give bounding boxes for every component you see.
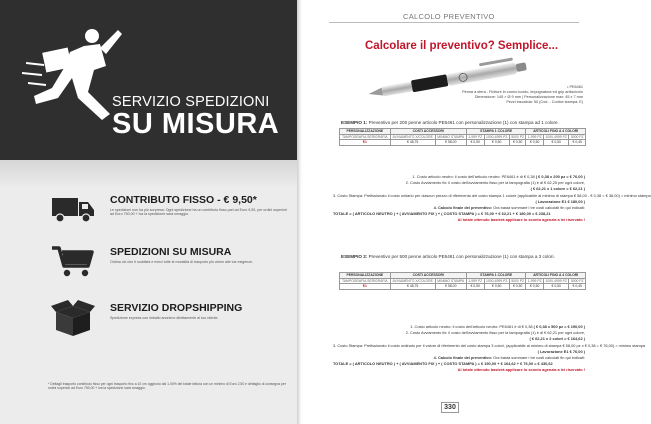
th-sub4: 1-999 PZ <box>468 134 483 139</box>
cell-minimo: € 58,00 <box>435 284 466 290</box>
cell-p1: € 0,50 <box>466 140 484 146</box>
cell-p6: € 0,45 <box>569 284 586 290</box>
cell-minimo: € 58,00 <box>435 140 466 146</box>
th-sub3: MINIMO STAMPA <box>435 134 466 140</box>
product-line2: Dimensione: 145 × Ø 9 mm | Personalizzazione max: 45 x 7 mm <box>474 95 583 99</box>
cell-p6: € 0,45 <box>569 140 586 146</box>
example2-text: Preventivo per 500 penne articolo PE6461 con personalizzazione (1) con stampa a 3 colori. <box>368 254 555 259</box>
page-header: CALCOLO PREVENTIVO <box>403 12 495 21</box>
cell-p4: € 0,50 <box>526 284 544 290</box>
product-info <box>423 85 583 105</box>
hero-title-line2: SU MISURA <box>112 108 280 140</box>
th-group2: COSTI ACCESSORI <box>390 129 466 135</box>
th-sub8: 1000-4999 PZ <box>545 278 567 283</box>
th-sub1: TAMPOGRAFIA SERIGRAFIA <box>340 278 391 284</box>
cell-p5: € 0,50 <box>544 140 569 146</box>
calc2-l4-text: 4. Calcolo finale del preventivo: <box>433 355 492 361</box>
example1-title <box>341 120 559 125</box>
cell-code: E1 <box>340 140 391 146</box>
calc1-l2-text: 2. Costo Avviamento fix: il costo dell'avviamento fisso per la tampografia (1) è di € 62,25 per ogni colore, <box>405 180 585 186</box>
feature-title: SPEDIZIONI SU MISURA <box>110 246 232 258</box>
example2-label: ESEMPIO 2: <box>341 254 368 259</box>
calc2-r1: ( € 0,38 x 500 pz = € 190,00 ) <box>533 324 585 329</box>
cell-avviamento: € 48,75 <box>390 284 435 290</box>
th-sub7: 1-999 PZ <box>527 134 542 139</box>
price-table-1 <box>339 128 586 146</box>
th-group1: PERSONALIZZAZIONE <box>340 129 391 135</box>
calc1-l4-text: 4. Calcolo finale del preventivo: <box>433 205 492 211</box>
product-line1: Penna a sfera - Finiture in cromo lucido, impugnatura ed grip antiscivolo <box>462 90 583 94</box>
example1-label: ESEMPIO 1: <box>341 120 368 125</box>
cell-p3: € 0,50 <box>509 284 525 290</box>
cell-p5: € 0,50 <box>544 284 569 290</box>
calc2-r3: ( Lavorazione E1 € 76,00 ) <box>537 348 585 354</box>
calc1-l1-text: 1. Costo articolo neutro: il costo dell'articolo neutro: PE6461 è di € 0,38 <box>412 174 535 179</box>
calc2-note: Al totale ottenuto basterà applicare lo sconto agenzia a lei riservato ! <box>457 367 585 373</box>
feature-description: Spedizione express con imballo anonimo direttamente al tuo cliente. <box>110 316 219 320</box>
th-group3: STAMPA 1 COLORE <box>466 273 526 279</box>
calc1-r1: ( € 0,38 x 200 pz = € 76,00 ) <box>535 174 585 179</box>
footnote: * Dettagli trasporto contributo fisso per ogni trasporto fino a 10 cm ogginoto dal 1.00% del totale fattura con un minimo di Euro 2,50 e dettaglio di consegna per ordini superiori ad Euro 750,00 + iva la spedizione sarà omaggio. <box>48 382 286 391</box>
table-row <box>340 284 586 290</box>
calc1-l3-text: 3. Costo Stampa: Prefissionato il costo unitario per ciascun prezzo di riferimento del costo stampa 1 colore (applicabile al minimo di stampa € 58,00 - € 0,38 = € 38,00) = minimo stampa <box>333 192 651 198</box>
feature-description: Le spedizioni non ha più sorpresa. Ogni spedizione ha un contributo fisso pari ad Euro 9,50, per ordini superiori ad Euro 750,00 + iva la spedizione sarà omaggio. <box>110 208 288 217</box>
calc1-total: TOTALE = ( ARTICOLO NEUTRO ) + ( AVVIAMENTO FIX ) + ( COSTO STAMPA ) = € 76,00 + € 62,21 + € 180,00 = € 238,21 <box>333 211 551 217</box>
calc1-line3 <box>333 192 651 199</box>
cart-icon <box>50 242 96 282</box>
calc2-line3 <box>333 342 646 349</box>
th-sub2: AVVIAMENTO X/COLORE <box>390 278 435 284</box>
calc1-r3: ( Lavorazione E1 € 180,00 ) <box>535 198 585 204</box>
table-row <box>340 140 586 146</box>
cell-p1: € 0,50 <box>466 284 484 290</box>
calc-example1 <box>333 174 651 224</box>
calc1-r4: Ora basta sommare i tre costi calcolati fin qui indicati: <box>493 205 585 211</box>
th-group4: ARTICOLI FINO A 4 COLORI <box>526 273 586 279</box>
left-page <box>0 0 297 424</box>
cell-p2: € 0,50 <box>484 140 509 146</box>
th-sub7: 1-999 PZ <box>527 278 542 283</box>
product-line3: Pezzi inscatola: 50 (Cod. - Codice stampa: E) <box>506 100 583 104</box>
calc1-note: Al totale ottenuto basterà applicare lo sconto agenzia a lei riservato ! <box>457 217 585 223</box>
cell-p2: € 0,50 <box>484 284 509 290</box>
right-page <box>303 0 651 424</box>
cell-avviamento: € 48,75 <box>390 140 435 146</box>
calc-example2 <box>333 324 646 374</box>
th-sub3: MINIMO STAMPA <box>435 278 466 284</box>
example1-text: Preventivo per 200 penne articolo PE6461 con personalizzazione (1) con stampa ad 1 colore. <box>368 120 559 125</box>
calc2-l2-text: 2. Costo Avviamento fix: il costo dell'avviamento fisso per la tampografia (1) è di € 62,21 per ogni colore, <box>405 330 585 336</box>
th-sub6: 5000 PZ <box>511 278 525 283</box>
th-group1: PERSONALIZZAZIONE <box>340 273 391 279</box>
hero-title-line1: SERVIZIO SPEDIZIONI <box>112 94 270 110</box>
box-icon <box>50 298 96 338</box>
th-sub2: AVVIAMENTO X/COLORE <box>390 134 435 140</box>
th-sub1: TAMPOGRAFIA SERIGRAFIA <box>340 134 391 140</box>
feature-description: Ordina ciò che ti soddisfa e ricevi tutte le modalità di trasporto più vicine alle tue esigenze. <box>110 260 254 264</box>
calc2-r2: ( € 62,21 x 2 colori = € 164,62 ) <box>529 336 585 342</box>
truck-icon <box>50 190 96 230</box>
th-sub5: 1000-4999 PZ <box>485 134 508 139</box>
th-group2: COSTI ACCESSORI <box>390 273 466 279</box>
feature-title: SERVIZIO DROPSHIPPING <box>110 302 243 314</box>
product-code: • PE6461 <box>567 85 583 89</box>
hero-banner <box>0 0 297 160</box>
th-group3: STAMPA 1 COLORE <box>466 129 526 135</box>
th-sub8: 1000-4999 PZ <box>545 134 567 139</box>
calc2-l1-text: 1. Costo articolo neutro: il costo dell'articolo neutro: PE6461 è di € 0,38 <box>410 324 533 329</box>
page-number: 330 <box>441 402 459 413</box>
th-sub5: 1000-4999 PZ <box>485 278 508 283</box>
header-divider <box>329 22 579 23</box>
example2-title <box>341 254 555 259</box>
page-title: Calcolare il preventivo? Semplice... <box>365 40 559 52</box>
th-sub9: 5000 PZ <box>570 278 584 283</box>
th-sub6: 5000 PZ <box>511 134 525 139</box>
feature-title: CONTRIBUTO FISSO - € 9,50* <box>110 194 257 206</box>
cell-code: E1 <box>340 284 391 290</box>
price-table-2 <box>339 272 586 290</box>
th-sub9: 5000 PZ <box>570 134 584 139</box>
th-group4: ARTICOLI FINO A 4 COLORI <box>526 129 586 135</box>
th-sub4: 1-999 PZ <box>468 278 483 283</box>
calc2-r4: Ora basta sommare i tre costi calcolati fin qui indicati: <box>493 355 585 361</box>
calc2-total: TOTALE = ( ARTICOLO NEUTRO ) + ( AVVIAMENTO FIX ) + ( COSTO STAMPA ) = € 190,00 + € 164,62 + € 76,00 = € 430,62 <box>333 361 553 367</box>
calc1-r2: ( € 62,21 x 1 colore = € 62,21 ) <box>530 186 585 192</box>
cell-p3: € 0,50 <box>509 140 525 146</box>
calc2-l3-text: 3. Costo Stampa: Prefissionato il costo ordinato per il valore di riferimento del costo stampa 3 colori, (applicabile al minimo di stampa € 58,00 pz x € 0,38 = € 76,00) = minimo stampa <box>333 342 646 348</box>
cell-p4: € 0,50 <box>526 140 544 146</box>
